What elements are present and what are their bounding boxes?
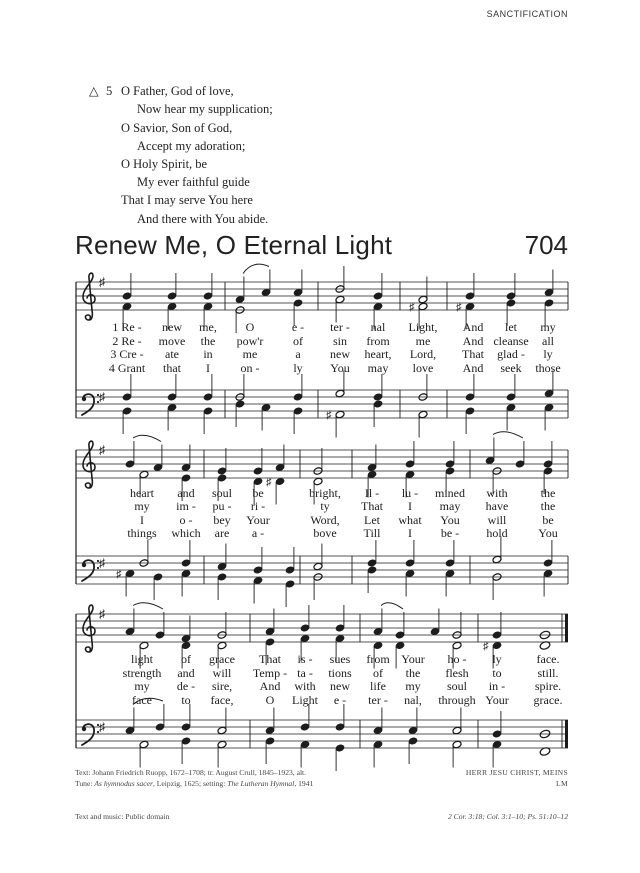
lyric-syllable: bey xyxy=(213,513,231,527)
key-signature-sharp-icon: ♯ xyxy=(99,443,105,457)
lyric-syllable: my xyxy=(134,679,150,693)
lyric-syllable: That xyxy=(259,652,281,666)
hymn-number: 704 xyxy=(524,230,568,260)
key-signature-sharp-icon: ♯ xyxy=(99,390,105,404)
lyric-syllable: e - xyxy=(333,693,347,707)
lyric-syllable: face xyxy=(132,693,152,707)
lyric-syllable: 2 Re - xyxy=(112,334,142,348)
lyric-syllable: I xyxy=(206,361,210,375)
slur xyxy=(381,603,403,609)
lyric-syllable: And xyxy=(462,361,484,375)
stanza-line: O Savior, Son of God, xyxy=(121,121,233,135)
lyric-syllable: And xyxy=(462,334,484,348)
tune-credit xyxy=(75,779,313,789)
stanza-line: And there with You abide. xyxy=(137,212,269,226)
lyric-syllable: 3 Cre - xyxy=(110,347,144,361)
sharp-accidental-icon: ♯ xyxy=(456,301,462,314)
lyric-syllable: Let xyxy=(364,513,380,527)
slur xyxy=(133,603,163,609)
clef-stroke xyxy=(83,605,95,652)
lyric-syllable: my xyxy=(540,320,556,334)
lyric-syllable: seek xyxy=(500,361,522,375)
lyric-syllable: grace xyxy=(209,652,235,666)
stanza-line: Now hear my supplication; xyxy=(137,102,273,116)
lyric-syllable: tions xyxy=(328,666,352,680)
tune-credit-setting: The Lutheran Hymnal xyxy=(227,779,295,788)
lyric-syllable: ly xyxy=(492,652,502,666)
lyric-syllable: may xyxy=(439,499,461,513)
lyric-syllable: still. xyxy=(537,666,559,680)
lyric-syllable: pow'r xyxy=(236,334,264,348)
slur xyxy=(493,432,523,438)
lyric-syllable: ty xyxy=(320,499,330,513)
lyric-syllable: heart xyxy=(130,486,154,500)
final-barline-thick xyxy=(565,614,568,642)
lyric-syllable: through xyxy=(438,693,476,707)
lyric-syllable: new xyxy=(162,320,182,334)
lyric-syllable: ta - xyxy=(297,666,313,680)
lyric-syllable: You xyxy=(538,526,558,540)
treble-clef-icon xyxy=(83,441,95,488)
lyric-syllable: from xyxy=(366,652,390,666)
lyric-syllable: with xyxy=(294,679,316,693)
stanza-line: O Father, God of love, xyxy=(121,84,234,98)
lyric-syllable: ter - xyxy=(368,693,388,707)
clef-dot xyxy=(82,563,86,567)
sharp-accidental-icon: ♯ xyxy=(409,301,415,314)
lyric-syllable: let xyxy=(505,320,517,334)
lyric-syllable: Light, xyxy=(408,320,438,334)
lyric-syllable: my xyxy=(405,679,421,693)
lyric-syllable: soul xyxy=(211,486,233,500)
lyric-syllable: which xyxy=(171,526,201,540)
lyric-syllable: ly xyxy=(293,361,303,375)
lyric-syllable: things xyxy=(127,526,157,540)
clef-dot xyxy=(82,397,86,401)
lyric-syllable: that xyxy=(163,361,181,375)
lyric-syllable: have xyxy=(485,499,509,513)
lyric-syllable: spire. xyxy=(534,679,562,693)
sharp-accidental-icon: ♯ xyxy=(326,409,332,422)
lyric-syllable: sire, xyxy=(211,679,233,693)
lyric-syllable: Lord, xyxy=(409,347,437,361)
tune-credit-part: , Leipzig, 1625; setting: xyxy=(153,779,228,788)
lyric-syllable: And xyxy=(462,320,484,334)
text-credit: Text: Johann Friedrich Ruopp, 1672–1708; tr. August Crull, 1845–1923, alt. xyxy=(75,768,307,777)
lyric-syllable: nal, xyxy=(404,693,422,707)
lyric-syllable: You xyxy=(440,513,460,527)
lyric-syllable: will xyxy=(212,666,232,680)
lyric-syllable: new xyxy=(330,347,350,361)
lyric-syllable: O xyxy=(265,693,275,707)
lyric-syllable: sin xyxy=(332,334,348,348)
lyric-syllable: Till xyxy=(363,526,381,540)
lyric-syllable: a - xyxy=(251,526,265,540)
copyright: Text and music: Public domain xyxy=(75,812,170,821)
tune-credit-part: , 1941 xyxy=(294,779,314,788)
lyric-syllable: ate xyxy=(165,347,179,361)
key-signature-sharp-icon: ♯ xyxy=(99,275,105,289)
lyric-syllable: I xyxy=(140,513,144,527)
omit-stanza-marker: △ xyxy=(89,84,99,98)
clef-stroke xyxy=(83,441,95,488)
lyric-syllable: in - xyxy=(488,679,506,693)
lyric-syllable: me xyxy=(415,334,431,348)
lyric-syllable: mined xyxy=(435,486,465,500)
meter: LM xyxy=(556,779,568,788)
hymn-title: Renew Me, O Eternal Light xyxy=(75,230,393,260)
lyric-syllable: is - xyxy=(297,652,313,666)
lyric-syllable: be - xyxy=(440,526,460,540)
lyric-syllable: ter - xyxy=(330,320,350,334)
lyric-syllable: in xyxy=(203,347,213,361)
lyric-syllable: o - xyxy=(179,513,193,527)
lyric-syllable: move xyxy=(158,334,186,348)
stanza-line: O Holy Spirit, be xyxy=(121,157,208,171)
lyric-syllable: me, xyxy=(199,320,217,334)
lyric-syllable: de - xyxy=(176,679,196,693)
lyric-syllable: You xyxy=(330,361,350,375)
clef-stroke xyxy=(83,273,95,320)
lyric-syllable: im - xyxy=(176,499,196,513)
lyric-syllable: And xyxy=(259,679,281,693)
lyric-syllable: I xyxy=(408,499,412,513)
tune-credit-part: Tune: xyxy=(75,779,95,788)
lyric-syllable: Your xyxy=(401,652,425,666)
lyric-syllable: ri - xyxy=(250,499,266,513)
stanza-line: Accept my adoration; xyxy=(137,139,246,153)
lyric-syllable: Il - xyxy=(364,486,380,500)
lyric-syllable: bove xyxy=(313,526,337,540)
lyric-syllable: may xyxy=(367,361,389,375)
lyric-syllable: of xyxy=(373,666,383,680)
lyric-syllable: Word, xyxy=(310,513,340,527)
lyric-syllable: to xyxy=(181,693,191,707)
scripture-references: 2 Cor. 3:18; Col. 3:1–10; Ps. 51:10–12 xyxy=(447,812,568,821)
lyric-syllable: That xyxy=(361,499,383,513)
sharp-accidental-icon: ♯ xyxy=(266,476,272,489)
lyric-syllable: strength xyxy=(122,666,162,680)
lyric-syllable: the xyxy=(200,334,216,348)
lyric-syllable: the xyxy=(405,666,421,680)
lyric-syllable: light xyxy=(130,652,154,666)
key-signature-sharp-icon: ♯ xyxy=(99,556,105,570)
stanza-line: My ever faithful guide xyxy=(137,175,250,189)
slur xyxy=(243,264,269,273)
key-signature-sharp-icon: ♯ xyxy=(99,607,105,621)
lyric-syllable: face. xyxy=(536,652,560,666)
lyric-syllable: are xyxy=(214,526,230,540)
lyric-syllable: to xyxy=(492,666,502,680)
lyric-syllable: bright, xyxy=(309,486,341,500)
lyric-syllable: a xyxy=(295,347,301,361)
lyric-syllable: Light xyxy=(292,693,318,707)
lyric-syllable: those xyxy=(535,361,561,375)
lyric-syllable: e - xyxy=(291,320,305,334)
lyric-syllable: hold xyxy=(486,526,508,540)
stanza-line: That I may serve You here xyxy=(121,193,253,207)
lyric-syllable: grace. xyxy=(533,693,563,707)
lyric-syllable: Your xyxy=(246,513,270,527)
lyric-syllable: love xyxy=(412,361,434,375)
section-header: SANCTIFICATION xyxy=(486,9,568,19)
lyric-syllable: face, xyxy=(210,693,234,707)
lyric-syllable: ly xyxy=(543,347,553,361)
lyric-syllable: of xyxy=(181,652,191,666)
lyric-syllable: with xyxy=(486,486,508,500)
lyric-syllable: 1 Re - xyxy=(112,320,142,334)
lyric-syllable: I xyxy=(408,526,412,540)
lyric-syllable: soul xyxy=(446,679,468,693)
lyric-syllable: my xyxy=(134,499,150,513)
lyric-syllable: ho - xyxy=(447,652,467,666)
lyric-syllable: lu - xyxy=(401,486,419,500)
lyric-syllable: That xyxy=(462,347,484,361)
lyric-syllable: what xyxy=(398,513,422,527)
lyric-syllable: and xyxy=(177,486,195,500)
lyric-syllable: Temp - xyxy=(252,666,288,680)
lyric-syllable: cleanse xyxy=(493,334,529,348)
lyric-syllable: life xyxy=(370,679,386,693)
lyric-syllable: from xyxy=(366,334,390,348)
key-signature-sharp-icon: ♯ xyxy=(99,720,105,734)
lyric-syllable: me xyxy=(242,347,258,361)
sharp-accidental-icon: ♯ xyxy=(483,640,489,653)
sharp-accidental-icon: ♯ xyxy=(116,568,122,581)
lyric-syllable: the xyxy=(540,499,556,513)
lyric-syllable: nal xyxy=(370,320,386,334)
lyric-syllable: and xyxy=(177,666,195,680)
lyric-syllable: the xyxy=(540,486,556,500)
lyric-syllable: be xyxy=(542,513,554,527)
lyric-syllable: O xyxy=(245,320,255,334)
lyric-syllable: Your xyxy=(485,693,509,707)
tune-name: HERR JESU CHRIST, MEINS xyxy=(465,768,568,777)
treble-clef-icon xyxy=(83,273,95,320)
lyric-syllable: on - xyxy=(240,361,260,375)
lyric-syllable: sues xyxy=(329,652,351,666)
slur xyxy=(133,435,161,441)
lyric-syllable: of xyxy=(293,334,303,348)
lyric-syllable: new xyxy=(330,679,350,693)
clef-dot xyxy=(82,727,86,731)
lyric-syllable: be xyxy=(252,486,264,500)
tune-credit-source: As hymnodus sacer xyxy=(94,779,153,788)
lyric-syllable: flesh xyxy=(445,666,469,680)
lyric-syllable: heart, xyxy=(364,347,392,361)
lyric-syllable: 4 Grant xyxy=(108,361,146,375)
treble-clef-icon xyxy=(83,605,95,652)
lyric-syllable: pu - xyxy=(212,499,232,513)
stanza-number: 5 xyxy=(106,84,113,98)
lyric-syllable: all xyxy=(542,334,554,348)
final-barline-thick xyxy=(565,720,568,748)
lyric-syllable: will xyxy=(487,513,507,527)
lyric-syllable: glad - xyxy=(497,347,525,361)
